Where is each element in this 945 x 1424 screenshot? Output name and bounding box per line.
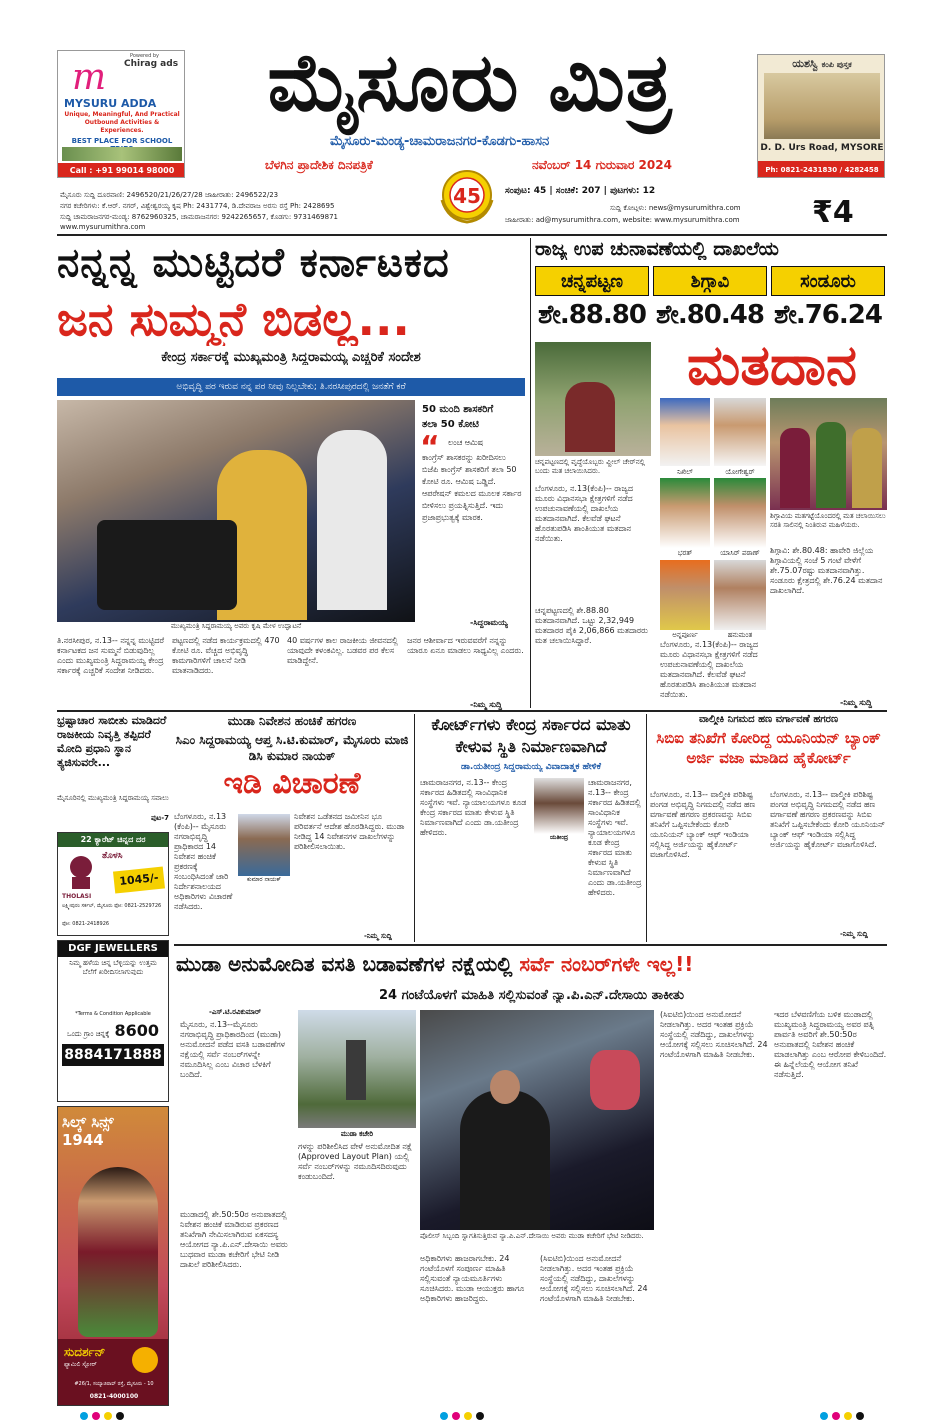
constituency-1-name: ಚನ್ನಪಟ್ಟಣ [535,266,649,296]
anniversary-badge [434,160,500,226]
tholasi-brand: ತೊಳಸಿ [102,851,123,861]
bottom-deck: 24 ಗಂಟೆಯೊಳಗೆ ಮಾಹಿತಿ ಸಲ್ಲಿಸುವಂತೆ ನ್ಯಾ.ಪಿ.ಎನ್.ದೇಸಾಯಿ ತಾಕೀತು [379,988,684,1003]
bottom-col3: ಅಧಿಕಾರಿಗಳು ಹಾಜರಾಗಬೇಕು. 24 ಗಂಟೆಯೊಳಗೆ ಸಂಪೂರ್ಣ ಮಾಹಿತಿ ಸಲ್ಲಿಸುವಂತೆ ನ್ಯಾಯಮೂರ್ತಿಗಳು ಸೂಚಿಸಿದರು. ಮುಡಾ ಆಯುಕ್ತರು ಹಾಗೂ ಅಧಿಕಾರಿಗಳು ಹಾಜರಿದ್ದರು. [420,1254,525,1303]
tholasi-brand-en: THOLASI [62,893,92,900]
issue: ಸಂಚಿಕೆ: 207 [555,186,601,196]
ad-yashasvi[interactable] [757,54,885,178]
bottom-col1: ಮೈಸೂರು, ನ.13--ಮೈಸೂರು ನಗರಾಭಿವೃದ್ಧಿ ಪ್ರಾಧಿಕಾರದಿಂದ (ಮುಡಾ) ಅನುಮೋದನೆ ಪಡೆದ ವಸತಿ ಬಡಾವಣೆಗಳ ನಕ್ಷೆಯಲ್ಲಿ ಸರ್ವೆ ನಂಬರ್‌ಗಳನ್ನೇ ನಮೂದಿಸಿಲ್ಲ ಎಂಬ ವಿಚಾರ ಬೆಳಕಿಗೆ ಬಂದಿದೆ. [180,1020,285,1079]
candidate-name-3: ಭರತ್ [677,549,693,557]
ad-mysuru-adda[interactable] [57,50,185,178]
ad-name: MYSURU ADDA [64,97,157,110]
lead-photo [57,400,415,622]
quote-icon: “ [420,430,440,465]
news-email[interactable]: ಸುದ್ದಿ ಕೋಟ್ಗಳು: news@mysurumithra.com [610,204,741,212]
registration-marks-left [80,1412,124,1420]
bottom-col1b: ಮುಡಾದಲ್ಲಿ ಶೇ.50:50ರ ಅನುಪಾತದಲ್ಲಿ ನಿವೇಶನ ಹಂಚಿಕೆ ಮಾಡಿರುವ ಪ್ರಕರಣದ ತನಿಖೆಗಾಗಿ ನೇಮಿಸಲಾಗಿರುವ ಏಕಸದಸ್ಯ ಆಯೋಗದ ನ್ಯಾ.ಪಿ.ಎನ್.ದೇಸಾಯಿ ಅವರು ಬುಧವಾರ ಮುಡಾ ಕಚೇರಿಗೆ ಭೇಟಿ ನೀಡಿ ದಾಖಲೆ ಪರಿಶೀಲಿಸಿದರು. [180,1210,288,1269]
registration-marks-right [820,1412,864,1420]
ad-powered-label: Powered by [130,53,159,59]
dgf-phone: 8884171888 [62,1044,164,1066]
tholasi-addr: ಲಕ್ಷ್ಮೀಪುರಂ ಸರ್ಕಲ್, ಮೈಸೂರು ಫೋ: 0821-2529726 [62,903,162,909]
constituency-3-name: ಸಂಡೂರು [771,266,885,296]
court-body-2: ಚಾಮರಾಜನಗರ, ನ.13-- ಕೇಂದ್ರ ಸರ್ಕಾರದ ಹಿಡಿತದಲ್ಲಿ ಸಾಂವಿಧಾನಿಕ ಸಂಸ್ಥೆಗಳು ಇವೆ. ನ್ಯಾಯಾಲಯಗಳೂ ಕೂಡ ಕೇಂದ್ರ ಸರ್ಕಾರದ ಮಾತು ಕೇಳುವ ಸ್ಥಿತಿ ನಿರ್ಮಾಣವಾಗಿದೆ ಎಂದು ಡಾ.ಯತೀಂದ್ರ ಹೇಳಿದರು. [588,778,642,897]
constituency-2-name: ಶಿಗ್ಗಾವಿ [653,266,767,296]
bottom-photo-2-caption: ಪೊಲೀಸ್ ಸಿಬ್ಬಂದಿ ಸ್ವಾಗತಿಸುತ್ತಿರುವ ನ್ಯಾ.ಪಿ.ಎನ್.ದೇಸಾಯಿ ಅವರು ಮುಡಾ ಕಚೇರಿಗೆ ಭೇಟಿ ನೀಡಿದರು. [420,1232,644,1240]
constituency-1-pct: ಶೇ.88.80 [538,300,646,330]
silk-phone: 0821-4000100 [89,1393,139,1400]
candidate-name-4: ಯಾಸಿರ್ ಪಠಾಣ್ [720,549,760,557]
election-title: ರಾಜ್ಯ ಉಪ ಚುನಾವಣೆಯಲ್ಲಿ ದಾಖಲೆಯ [535,238,779,260]
ad-logo-icon [70,57,110,95]
bottom-photo-1 [298,1010,416,1128]
bottom-photo-1-caption: ಮುಡಾ ಕಚೇರಿ [340,1130,374,1138]
mid-rule-2 [646,714,647,942]
ad-building-photo [764,73,880,139]
silk-model-photo [78,1167,158,1337]
lead-byline: -ನಿಮ್ಮ ಸುದ್ದಿ [470,700,502,709]
silk-addr: #26/1, ಸಯ್ಯಾಜಿರಾವ್ ರಸ್ತೆ, ಮೈಸೂರು - 10 [74,1381,154,1387]
court-person-photo [534,778,584,834]
tholasi-head: 22 ಕ್ಯಾರೆಟ್ ಚಿನ್ನದ ದರ [58,833,168,847]
ad-tholasi[interactable] [57,832,169,936]
silk-title: ಸಿಲ್ಕ್ ಸಿನ್ಸ್ [62,1113,114,1131]
lead-deck: ಕೇಂದ್ರ ಸರ್ಕಾರಕ್ಕೆ ಮುಖ್ಯಮಂತ್ರಿ ಸಿದ್ದರಾಮಯ್ಯ ಎಚ್ಚರಿಕೆ ಸಂದೇಶ [161,350,421,365]
ad-silk[interactable] [57,1106,169,1406]
constituency-3 [771,266,885,334]
muda-kicker: ಮುಡಾ ನಿವೇಶನ ಹಂಚಿಕೆ ಹಗರಣ [227,714,357,728]
anniversary-number: 45 [453,184,481,208]
court-deck: ಡಾ.ಯತೀಂದ್ರ ಸಿದ್ದರಾಮಯ್ಯ ವಿವಾದಾತ್ಮಕ ಹೇಳಿಕೆ [460,762,602,772]
svg-text:m: m [72,57,107,95]
valmiki-head: ಸಿಬಿಐ ತನಿಖೆಗೆ ಕೋರಿದ್ದ ಯೂನಿಯನ್ ಬ್ಯಾಂಕ್ ಅರ್ಜಿ ವಜಾ ಮಾಡಿದ ಹೈಕೋರ್ಟ್ [656,729,881,767]
muda-head: ಇಡಿ ವಿಚಾರಣೆ [223,766,361,801]
masthead-tagline: ಬೆಳಗಿನ ಪ್ರಾದೇಶಿಕ ದಿನಪತ್ರಿಕೆ [265,158,373,172]
ad-dgf[interactable] [57,940,169,1102]
candidate-name-1: ನಿಖಿಲ್ [677,468,693,476]
price: ₹4 [812,195,854,230]
muda-photo-caption: ಕುಮಾರ ನಾಯಕ್ [246,876,282,883]
constituency-1 [535,266,649,334]
contact-line-3: ಸುದ್ದಿ ಚಾಮರಾಜನಗರ-ಮಂಡ್ಯ: 8762960325, ಚಾಮರಾಜನಗರ: 9242265657, ಕೊಡಗು: 9731469871 [60,213,339,221]
masthead [0,0,945,235]
lead-headline-2: ಜನ ಸುಮ್ಮನೆ ಬಿಡಲ್ಲ... [57,292,410,346]
masthead-regions: ಮೈಸೂರು-ಮಂಡ್ಯ-ಚಾಮರಾಜನಗರ-ಕೊಡಗು-ಹಾಸನ [330,134,550,149]
election-body-b: ಚನ್ನಪಟ್ಟಣದಲ್ಲಿ ಶೇ.88.80 ಮತದಾನವಾಗಿದೆ. ಒಟ್ಟು 2,32,949 ಮತದಾರರ ಪೈಕಿ 2,06,866 ಮತದಾರರು ಮತ ಚಲಾಯಿಸಿದ್ದಾರೆ. [535,606,648,645]
muda-body-2: ನಿವೇಶನ ಒಡೆತನದ ಜಮೀನಿನ ಭೂ ಪರಿವರ್ತನೆ ಆದೇಶ ಹೊರಡಿಸಿದ್ದರು. ಮುಡಾ ನೀಡಿದ್ದ 14 ನಿವೇಶನಗಳ ದಾಖಲೆಗಳನ್ನು ಪರಿಶೀಲಿಸಲಾಯಿತು. [294,812,405,851]
silk-brand: ಸುದರ್ಶನ್ [64,1345,106,1359]
registration-marks-center [440,1412,484,1420]
ad-photo [62,147,182,161]
dgf-rate: 8600 [114,1021,159,1040]
ad-phone: Ph: 0821-2431830 / 4282458 [758,161,885,178]
ad-address: D. D. Urs Road, MYSORE [760,143,884,153]
silk-year: 1944 [62,1131,104,1149]
masthead-title: ಮೈಸೂರು ಮಿತ್ರ [267,35,673,129]
contact-line-2: ನಗರ ಕಚೇರಿಗಳು: ಕೆ.ಆರ್. ನಗರ್, ವಿಶ್ವೇಶ್ವರಯ್ಯ ಕೃಷ Ph: 2431774, ಡಿ.ದೇವರಾಜ ಅರಸು ರಸ್ತೆ Ph: 2428695 [60,202,335,210]
election-photo-1-caption: ಚನ್ನಪಟ್ಟಣದಲ್ಲಿ ವೃದ್ಧೆಯೊಬ್ಬರು ವ್ಹೀಲ್ ಚೇರ್‌ನಲ್ಲಿ ಬಂದು ಮತ ಚಲಾಯಿಸಿದರು. [535,458,645,475]
valmiki-kicker: ವಾಲ್ಮೀಕಿ ನಿಗಮದ ಹಣ ವರ್ಗಾವಣೆ ಹಗರಣ [698,714,839,725]
lead-kicker: ಅಭಿವೃದ್ಧಿ ಪರ ಇರುವ ನನ್ನ ಪರ ನೀವು ನಿಲ್ಲಬೇಕು; ತಿ.ನರಸೀಪುರದಲ್ಲಿ ಜನತೆಗೆ ಕರೆ [57,378,525,396]
court-head: ಕೋರ್ಟ್‌ಗಳು ಕೇಂದ್ರ ಸರ್ಕಾರದ ಮಾತು ಕೇಳುವ ಸ್ಥಿತಿ ನಿರ್ಮಾಣವಾಗಿದೆ [431,715,631,756]
mid-rule-1 [414,714,415,942]
election-photo-2 [770,398,887,510]
candidate-photo-3 [660,478,710,548]
candidate-photo-4 [714,478,766,548]
bottom-photo-2 [420,1010,654,1230]
tholasi-logo-icon [64,853,98,893]
side-sign: -ಸಿದ್ದರಾಮಯ್ಯ [470,618,508,627]
lead-body-col3: 40 ವರ್ಷಗಳ ಕಾಲ ರಾಜಕೀಯ ಜೀವನದಲ್ಲಿ ಯಾವುದೇ ಕಳಂಕವಿಲ್ಲ. ಬಡವರ ಪರ ಕೆಲಸ ಮಾಡಿದ್ದೇನೆ. [287,636,398,665]
constituency-2 [653,266,767,334]
lead-photo-caption: ಮುಖ್ಯಮಂತ್ರಿ ಸಿದ್ದರಾಮಯ್ಯ ಅವರು ಕೃಷಿ ಮೇಳ ಉದ್ಘಾಟನೆ [170,622,302,630]
candidate-name-6: ಹನುಮಂತ [727,631,753,639]
bottom-col2: ಗಳನ್ನು ಪರಿಶೀಲಿಸಿದ ವೇಳೆ ಅನುಮೋದಿತ ನಕ್ಷೆ (Approved Layout Plan) ಯಲ್ಲಿ ಸರ್ವೆ ನಂಬರ್‌ಗಳನ್ನು ನಮೂದಿಸದಿರುವುದು ಕಂಡುಬಂದಿದೆ. [298,1142,413,1181]
bottom-col3b: (ಸಿಐಟಿಬಿ)ಯಿಂದ ಅನುಮೋದನೆ ನೀಡಲಾಗಿತ್ತು. ಅದರ ಇಂತಹ ಪ್ರಕ್ರಿಯೆ ಸಂಸ್ಥೆಯಲ್ಲಿ ನಡೆದಿದ್ದು, ದಾಖಲೆಗಳನ್ನು ಆಯೋಗಕ್ಕೆ ಸಲ್ಲಿಸಲು ಸೂಚಿಸಲಾಗಿದೆ. 24 ಗಂಟೆಯೊಳಗಾಗಿ ಮಾಹಿತಿ ನೀಡಬೇಕು. [540,1254,648,1303]
silk-sun-icon [132,1347,158,1373]
promo-sub: ಮೈಸೂರಿನಲ್ಲಿ ಮುಖ್ಯಮಂತ್ರಿ ಸಿದ್ದರಾಮಯ್ಯ ಸವಾಲು [57,794,169,802]
promo-page: ಪುಟ-7 [150,814,169,822]
side-body: ಕಾಂಗ್ರೆಸ್ ಶಾಸಕರನ್ನು ಖರೀದಿಸಲು ಬಿಜೆಪಿ ಕಾಂಗ್ರೆಸ್ ಶಾಸಕರಿಗೆ ತಲಾ 50 ಕೋಟಿ ರೂ. ಆಮಿಷ ಒಡ್ಡಿದೆ. ಆಪರೇಷನ್ ಕಮಲದ ಮೂಲಕ ಸರ್ಕಾರ ಬೀಳಿಸಲು ಪ್ರಯತ್ನಿಸುತ್ತಿದೆ. ಇದು ಪ್ರಜಾಪ್ರಭುತ್ವಕ್ಕೆ ಮಾರಕ. [422,453,522,522]
election-byline: -ನಿಮ್ಮ ಸುದ್ದಿ [840,698,872,707]
election-big-head: ಮತದಾನ [686,334,858,398]
ad-yashasvi-name: ಯಶಸ್ವಿ ಕಂಪಿ ಪುಸ್ತಕ [792,57,852,70]
valmiki-body-2: ಬೆಂಗಳೂರು, ನ.13-- ವಾಲ್ಮೀಕಿ ಪರಿಶಿಷ್ಟ ಪಂಗಡ ಅಭಿವೃದ್ಧಿ ನಿಗಮದಲ್ಲಿ ನಡೆದ ಹಣ ವರ್ಗಾವಣೆ ಹಗರಣ ಪ್ರಕರಣವನ್ನು ಸಿಬಿಐ ತನಿಖೆಗೆ ಒಪ್ಪಿಸಬೇಕೆಂದು ಕೋರಿ ಯೂನಿಯನ್ ಬ್ಯಾಂಕ್ ಆಫ್ ಇಂಡಿಯಾ ಸಲ್ಲಿಸಿದ್ದ ಅರ್ಜಿಯನ್ನು ಹೈಕೋರ್ಟ್ ವಜಾಗೊಳಿಸಿದೆ. [770,790,886,849]
muda-person-photo [238,814,290,876]
bottom-byline-top: -ಎಸ್.ಟಿ.ರವಿಕುಮಾರ್ [209,1008,261,1016]
candidate-photo-5 [660,560,710,630]
bottom-col5: ಇದರ ಬೆಳವಣಿಗೆಯ ಬಳಿಕ ಮುಡಾದಲ್ಲಿ ಮುಖ್ಯಮಂತ್ರಿ ಸಿದ್ದರಾಮಯ್ಯ ಅವರ ಪತ್ನಿ ಪಾರ್ವತಿ ಅವರಿಗೆ ಶೇ.50:50ರ ಅನುಪಾತದಲ್ಲಿ ನಿವೇಶನ ಹಂಚಿಕೆ ಮಾಡಲಾಗಿತ್ತು ಎಂಬ ಆರೋಪ ಕೇಳಿಬಂದಿದೆ. ಈ ಹಿನ್ನೆಲೆಯಲ್ಲಿ ಆಯೋಗ ತನಿಖೆ ನಡೆಸುತ್ತಿದೆ. [774,1010,887,1079]
pages: ಪುಟಗಳು: 12 [610,186,656,196]
tholasi-rate: 1045/- [113,866,165,893]
election-body-d: ಬೆಂಗಳೂರು, ನ.13(ಕೆಂಪಿ)-- ರಾಜ್ಯದ ಮೂರು ವಿಧಾನಸಭಾ ಕ್ಷೇತ್ರಗಳಿಗೆ ನಡೆದ ಉಪಚುನಾವಣೆಯಲ್ಲಿ ದಾಖಲೆಯ ಮತದಾನವಾಗಿದೆ. ಕೆಲವೆಡೆ ಘಟನೆ ಹೊರತುಪಡಿಸಿ ಶಾಂತಿಯುತ ಮತದಾನ ನಡೆಯಿತು. [660,640,758,699]
issue-info: ಸಂಪುಟ: 45 | ಸಂಚಿಕೆ: 207 | ಪುಟಗಳು: 12 [505,186,656,196]
silk-brand-box [58,1339,169,1406]
election-photo-1 [535,342,651,456]
promo-text: ಭ್ರಷ್ಟಾಚಾರ ಸಾಬೀತು ಮಾಡಿದರೆ ರಾಜಕೀಯ ನಿವೃತ್ತಿ ತಪ್ಪಿದರೆ ಮೋದಿ ಪ್ರಧಾನಿ ಸ್ಥಾನ ತ್ಯಜಿಸುವರೇ... [57,714,167,769]
bottom-col4: (ಸಿಐಟಿಬಿ)ಯಿಂದ ಅನುಮೋದನೆ ನೀಡಲಾಗಿತ್ತು. ಅದರ ಇಂತಹ ಪ್ರಕ್ರಿಯೆ ಸಂಸ್ಥೆಯಲ್ಲಿ ನಡೆದಿದ್ದು, ದಾಖಲೆಗಳನ್ನು ಆಯೋಗಕ್ಕೆ ಸಲ್ಲಿಸಲು ಸೂಚಿಸಲಾಗಿದೆ. 24 ಗಂಟೆಯೊಳಗಾಗಿ ಮಾಹಿತಿ ನೀಡಬೇಕು. [660,1010,768,1059]
masthead-rule [57,234,887,236]
election-body-a: ಬೆಂಗಳೂರು, ನ.13(ಕೆಂಪಿ)-- ರಾಜ್ಯದ ಮೂರು ವಿಧಾನಸಭಾ ಕ್ಷೇತ್ರಗಳಿಗೆ ನಡೆದ ಉಪಚುನಾವಣೆಯಲ್ಲಿ ದಾಖಲೆಯ ಮತದಾನವಾಗಿದೆ. ಕೆಲವೆಡೆ ಘಟನೆ ಹೊರತುಪಡಿಸಿ ಶಾಂತಿಯುತ ಮತದಾನ ನಡೆಯಿತು. [535,484,633,543]
election-photo-2-caption: ಶಿಗ್ಗಾವಿಯ ಮತಗಟ್ಟೆಯೊಂದರಲ್ಲಿ ಮತ ಚಲಾಯಿಸಲು ಸರತಿ ಸಾಲಿನಲ್ಲಿ ನಿಂತಿರುವ ಮಹಿಳೆಯರು. [770,512,886,529]
silk-brand-sub: ಫ್ಯಾಮಿಲಿ ಸ್ಟೋರ್ [64,1361,97,1368]
candidate-photo-6 [714,560,766,630]
side-quote: ಲಂಚ ಆಮಿಷ [448,438,484,447]
lead-column-rule [530,238,531,708]
tholasi-addr2: ಫೋ: 0821-2418926 [62,921,110,927]
bottom-headline-part1: ಮುಡಾ ಅನುಮೋದಿತ ವಸತಿ ಬಡಾವಣೆಗಳ ನಕ್ಷೆಯಲ್ಲಿ [176,952,513,976]
dgf-rate-row [58,1021,168,1040]
dgf-name: DGF JEWELLERS [58,941,168,957]
court-body-1: ಚಾಮರಾಜನಗರ, ನ.13-- ಕೇಂದ್ರ ಸರ್ಕಾರದ ಹಿಡಿತದಲ್ಲಿ ಸಾಂವಿಧಾನಿಕ ಸಂಸ್ಥೆಗಳು ಇವೆ. ನ್ಯಾಯಾಲಯಗಳೂ ಕೂಡ ಕೇಂದ್ರ ಸರ್ಕಾರದ ಮಾತು ಕೇಳುವ ಸ್ಥಿತಿ ನಿರ್ಮಾಣವಾಗಿದೆ ಎಂದು ಡಾ.ಯತೀಂದ್ರ ಹೇಳಿದರು. [420,778,527,837]
side-head-1: 50 ಮಂದಿ ಶಾಸಕರಿಗೆ [422,404,494,415]
election-body-c: ಶಿಗ್ಗಾವಿ: ಶೇ.80.48: ಹಾವೇರಿ ಜಿಲ್ಲೆಯ ಶಿಗ್ಗಾವಿಯಲ್ಲಿ ಸಂಜೆ 5 ಗಂಟೆ ವೇಳೆಗೆ ಶೇ.75.07ರಷ್ಟು ಮತದಾನವಾಗಿತ್ತು. ಸಂಡೂರು ಕ್ಷೇತ್ರದಲ್ಲಿ ಶೇ.76.24 ಮತದಾನ ದಾಖಲಾಗಿದೆ. [770,546,883,595]
volume: ಸಂಪುಟ: 45 [505,186,547,196]
muda-byline: -ನಿಮ್ಮ ಸುದ್ದಿ [364,932,392,940]
court-photo-caption: ಯತೀಂದ್ರ [549,834,569,841]
lead-body-col4: ಜನರ ಆಶೀರ್ವಾದ ಇರುವವರೆಗೆ ನನ್ನನ್ನು ಯಾರೂ ಏನೂ ಮಾಡಲು ಸಾಧ್ಯವಿಲ್ಲ ಎಂದರು. [407,636,524,655]
valmiki-byline: -ನಿಮ್ಮ ಸುದ್ದಿ [840,930,868,938]
ad-banner: BEST PLACE FOR SCHOOL [71,137,173,145]
promo-box[interactable] [57,714,169,830]
bottom-headline [176,946,887,982]
candidate-photo-2 [714,398,766,466]
ad-brand: Chirag ads [124,59,179,69]
constituency-3-pct: ಶೇ.76.24 [774,300,882,330]
ad-call: Call : +91 99014 98000 [58,163,185,178]
masthead-website[interactable]: www.mysurumithra.com [60,223,146,231]
dgf-text: ನಿಮ್ಮ ಹಳೆಯ ಚಿನ್ನ ಬೆಳ್ಳಿಯನ್ನು ಉತ್ತಮ ಬೆಲೆಗೆ ಖರೀದಿಸಲಾಗುವುದು [69,959,157,976]
side-head-2: ತಲಾ 50 ಕೋಟಿ [422,419,479,430]
side-box [420,400,525,632]
lead-body-col2: ಪಟ್ಟಣದಲ್ಲಿ ನಡೆದ ಕಾರ್ಯಕ್ರಮದಲ್ಲಿ 470 ಕೋಟಿ ರೂ. ವೆಚ್ಚದ ಅಭಿವೃದ್ಧಿ ಕಾಮಗಾರಿಗಳಿಗೆ ಚಾಲನೆ ನೀಡಿ ಮಾತನಾಡಿದರು. [172,636,280,675]
masthead-date: ನವೆಂಬರ್ 14 ಗುರುವಾರ 2024 [532,158,672,172]
muda-body: ಬೆಂಗಳೂರು, ನ.13 (ಕೆಂಪಿ)-- ಮೈಸೂರು ನಗರಾಭಿವೃದ್ಧಿ ಪ್ರಾಧಿಕಾರದ 14 ನಿವೇಶನ ಹಂಚಿಕೆ ಪ್ರಕರಣಕ್ಕೆ ಸಂಬಂಧಿಸಿದಂತೆ ಜಾರಿ ನಿರ್ದೇಶನಾಲಯದ ಅಧಿಕಾರಿಗಳು ವಿಚಾರಣೆ ನಡೆಸಿದರು. [174,812,233,911]
ad-email[interactable]: ಜಾಹೀರಾತು: ad@mysurumithra.com, website: www.mysurumithra.com [505,216,740,224]
bottom-headline-part2: ಸರ್ವೆ ನಂಬರ್‌ಗಳೇ ಇಲ್ಲ!! [519,952,694,976]
lead-body-col1: ತಿ.ನರಸೀಪುರ, ನ.13-- ನನ್ನನ್ನ ಮುಟ್ಟಿದರೆ ಕರ್ನಾಟಕದ ಜನ ಸುಮ್ಮನೆ ಬಿಡುವುದಿಲ್ಲ ಎಂದು ಮುಖ್ಯಮಂತ್ರಿ ಸಿದ್ದರಾಮಯ್ಯ ಕೇಂದ್ರ ಸರ್ಕಾರಕ್ಕೆ ಎಚ್ಚರಿಕೆ ಸಂದೇಶ ನೀಡಿದರು. [57,636,165,675]
valmiki-body-1: ಬೆಂಗಳೂರು, ನ.13-- ವಾಲ್ಮೀಕಿ ಪರಿಶಿಷ್ಟ ಪಂಗಡ ಅಭಿವೃದ್ಧಿ ನಿಗಮದಲ್ಲಿ ನಡೆದ ಹಣ ವರ್ಗಾವಣೆ ಹಗರಣ ಪ್ರಕರಣವನ್ನು ಸಿಬಿಐ ತನಿಖೆಗೆ ಒಪ್ಪಿಸಬೇಕೆಂದು ಕೋರಿ ಯೂನಿಯನ್ ಬ್ಯಾಂಕ್ ಆಫ್ ಇಂಡಿಯಾ ಸಲ್ಲಿಸಿದ್ದ ಅರ್ಜಿಯನ್ನು ಹೈಕೋರ್ಟ್ ವಜಾಗೊಳಿಸಿದೆ. [650,790,756,859]
candidate-name-2: ಯೋಗೇಶ್ವರ್ [725,468,755,476]
dgf-terms: *Terms & Condition Applicable [75,1011,151,1017]
contact-line-1: ಮೈಸೂರು ಸುದ್ದಿ ದೂರವಾಣಿ: 2496520/21/26/27/28 ಜಾಹೀರಾತು: 2496522/23 [60,191,279,199]
lead-headline-1: ನನ್ನನ್ನ ಮುಟ್ಟಿದರೆ ಕರ್ನಾಟಕದ [57,240,450,286]
muda-sub: ಸಿಎಂ ಸಿದ್ದರಾಮಯ್ಯ ಆಪ್ತ ಸಿ.ಟಿ.ಕುಮಾರ್, ಮೈಸೂರು ಮಾಜಿ ಡಿಸಿ ಕುಮಾರ ನಾಯಕ್ [175,733,409,763]
candidate-photo-1 [660,398,710,466]
constituency-2-pct: ಶೇ.80.48 [656,300,764,330]
ad-desc: Unique, Meaningful, And Practical Outbound Activities & Experiences. [64,111,180,134]
candidate-name-5: ಅನ್ನಪೂರ್ಣ [672,631,698,639]
dgf-rate-label: ಒಂದು ಗ್ರಾಂ ಚಿನ್ನಕ್ಕೆ [67,1030,110,1038]
section-rule-1 [57,710,887,712]
